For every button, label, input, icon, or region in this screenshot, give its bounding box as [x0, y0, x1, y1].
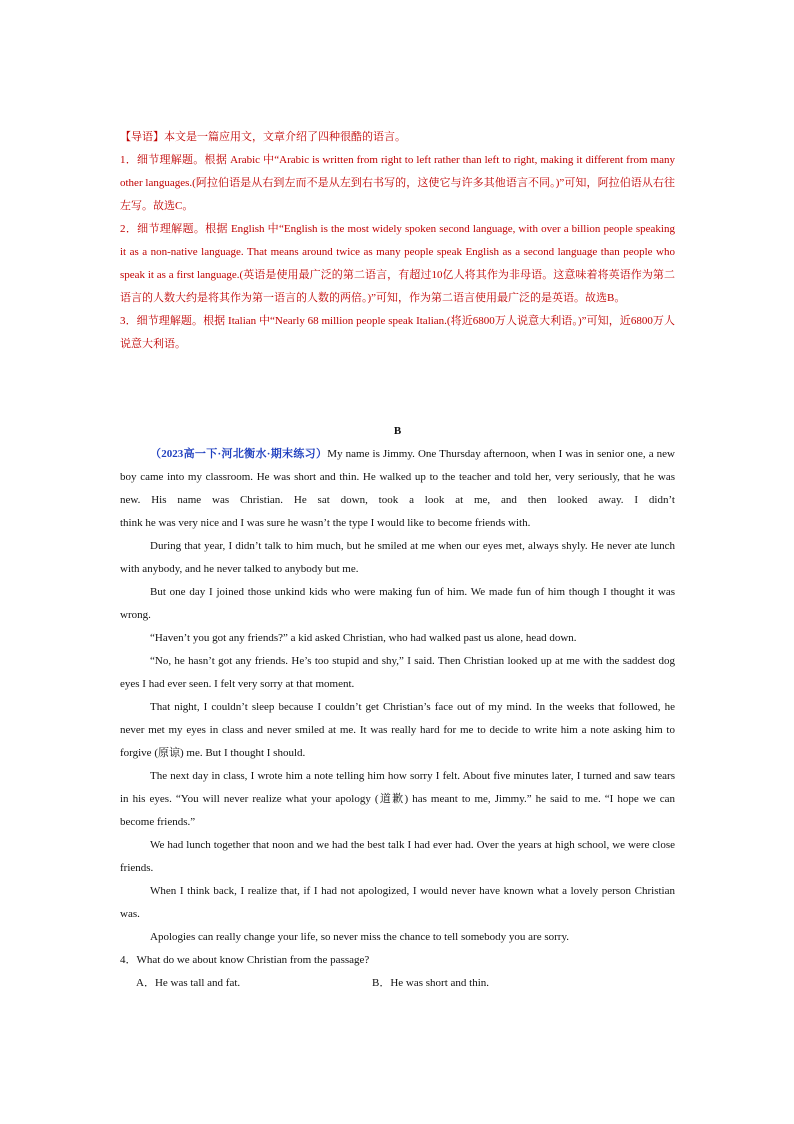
- source-label: （2023高一下·河北衡水·期末练习）: [150, 448, 328, 460]
- passage-first-paragraph: [120, 443, 675, 512]
- passage-paragraph: That night, I couldn’t sleep because I couldn’t get Christian’s face out of my mind. In the weeks that followed, he never met my eyes in class and never smiled at me. It was really hard for me to decide to write him a note asking him to forgive (原谅) me. But I thought I should.: [120, 701, 675, 759]
- option-b: B．He was short and thin.: [372, 977, 490, 989]
- passage-paragraph: The next day in class, I wrote him a note telling him how sorry I felt. About five minutes later, I turned and saw tears in his eyes. “You will never realize what your apology (道歉) has meant to me, Jimmy.” he said to me. “I hope we can become friends.”: [120, 770, 675, 828]
- passage-section: [120, 420, 675, 995]
- analysis-item-1: 1．细节理解题。根据 Arabic 中“Arabic is written from right to left rather than left to right, making it different from many other languages.(阿拉伯语是从右到左而不是从左到右书写的，这使它与许多其他语言不同。)”可知，阿拉伯语从右往左写。故选C。: [120, 154, 675, 212]
- passage-paragraph: “Haven’t you got any friends?” a kid asked Christian, who had walked past us alone, head down.: [150, 632, 577, 644]
- question-stem: 4．What do we about know Christian from the passage?: [120, 954, 370, 966]
- passage-paragraph: We had lunch together that noon and we had the best talk I had ever had. Over the years at high school, we were close friends.: [120, 839, 675, 874]
- analysis-item-2: 2．细节理解题。根据 English 中“English is the most widely spoken second language, with over a billion people speaking it as a non-native language. That means around twice as many people speak English as a second language than people who speak it as a first language.(英语是使用最广泛的第二语言，有超过10亿人将其作为非母语。这意味着将英语作为第二语言的人数大约是将其作为第一语言的人数的两倍。)”可知，作为第二语言使用最广泛的是英语。故选B。: [120, 223, 675, 304]
- passage-paragraph: “No, he hasn’t got any friends. He’s too stupid and shy,” I said. Then Christian looked up at me with the saddest dog eyes I had ever seen. I felt very sorry at that moment.: [120, 655, 675, 690]
- section-letter: B: [393, 425, 402, 437]
- passage-paragraph: During that year, I didn’t talk to him much, but he smiled at me when our eyes met, always shyly. He never ate lunch with anybody, and he never talked to anybody but me.: [120, 540, 675, 575]
- first-paragraph-continuation: think he was very nice and I was sure he wasn’t the type I would like to become friends with.: [120, 517, 531, 529]
- analysis-item-3: 3．细节理解题。根据 Italian 中“Nearly 68 million people speak Italian.(将近6800万人说意大利语。)”可知，近6800万人说意大利语。: [120, 315, 675, 350]
- analysis-intro: 【导语】本文是一篇应用文，文章介绍了四种很酷的语言。: [120, 131, 406, 143]
- option-a: A．He was tall and fat.: [136, 977, 241, 989]
- answer-options: [120, 972, 675, 995]
- first-paragraph-text: My name is Jimmy. One Thursday afternoon, when I was in senior one, a new boy came into my classroom. He was short and thin. He walked up to the teacher and told her, very seriously, that he was new. His name was Christian. He sat down, took a look at me, and then looked away. I didn’t: [120, 448, 675, 506]
- analysis-section: [120, 126, 675, 356]
- passage-paragraph: When I think back, I realize that, if I had not apologized, I would never have known what a lovely person Christian was.: [120, 885, 675, 920]
- passage-paragraph: Apologies can really change your life, so never miss the chance to tell somebody you are sorry.: [150, 931, 569, 943]
- passage-paragraph: But one day I joined those unkind kids who were making fun of him. We made fun of him though I thought it was wrong.: [120, 586, 675, 621]
